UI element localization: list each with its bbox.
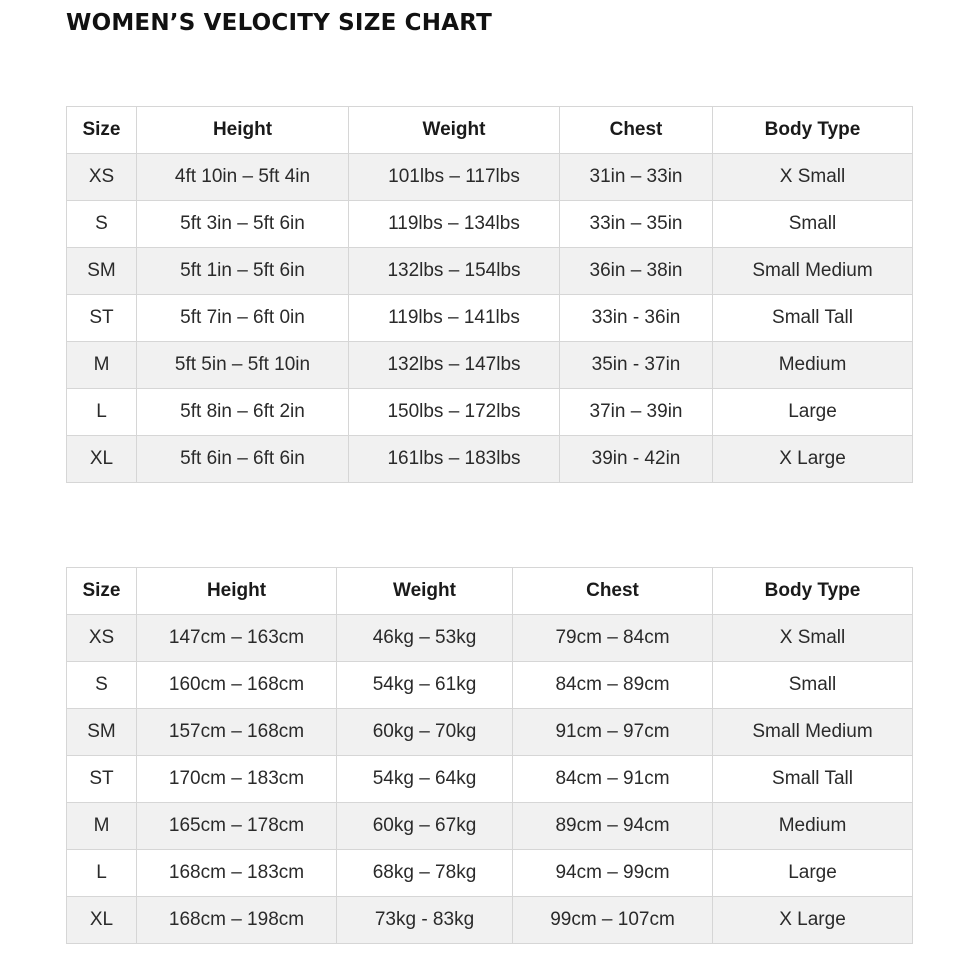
cell-weight: 132lbs – 147lbs: [349, 342, 560, 389]
table-row: [67, 615, 913, 662]
cell-chest: 84cm – 91cm: [513, 756, 713, 803]
cell-height: 5ft 1in – 5ft 6in: [137, 248, 349, 295]
cell-size: XS: [67, 154, 137, 201]
cell-weight: 150lbs – 172lbs: [349, 389, 560, 436]
cell-chest: 99cm – 107cm: [513, 897, 713, 944]
column-header-size: Size: [67, 568, 137, 615]
cell-chest: 94cm – 99cm: [513, 850, 713, 897]
cell-body-type: Medium: [713, 803, 913, 850]
table-row: [67, 850, 913, 897]
cell-weight: 132lbs – 154lbs: [349, 248, 560, 295]
cell-body-type: Small Medium: [713, 248, 913, 295]
column-header-chest: Chest: [513, 568, 713, 615]
cell-body-type: Large: [713, 389, 913, 436]
table-row: [67, 154, 913, 201]
cell-weight: 101lbs – 117lbs: [349, 154, 560, 201]
cell-size: XS: [67, 615, 137, 662]
column-header-height: Height: [137, 568, 337, 615]
cell-weight: 73kg - 83kg: [337, 897, 513, 944]
cell-weight: 54kg – 61kg: [337, 662, 513, 709]
cell-height: 165cm – 178cm: [137, 803, 337, 850]
cell-size: S: [67, 201, 137, 248]
cell-body-type: X Large: [713, 897, 913, 944]
column-header-size: Size: [67, 107, 137, 154]
cell-chest: 33in - 36in: [560, 295, 713, 342]
cell-size: L: [67, 850, 137, 897]
cell-weight: 60kg – 67kg: [337, 803, 513, 850]
cell-height: 160cm – 168cm: [137, 662, 337, 709]
cell-chest: 37in – 39in: [560, 389, 713, 436]
table-row: [67, 201, 913, 248]
cell-chest: 89cm – 94cm: [513, 803, 713, 850]
table-header-row: [67, 568, 913, 615]
cell-size: SM: [67, 709, 137, 756]
cell-body-type: Large: [713, 850, 913, 897]
cell-height: 4ft 10in – 5ft 4in: [137, 154, 349, 201]
cell-height: 170cm – 183cm: [137, 756, 337, 803]
cell-chest: 39in - 42in: [560, 436, 713, 483]
table-row: [67, 248, 913, 295]
cell-body-type: Small Tall: [713, 295, 913, 342]
column-header-height: Height: [137, 107, 349, 154]
cell-weight: 60kg – 70kg: [337, 709, 513, 756]
page-title: WOMEN’S VELOCITY SIZE CHART: [66, 10, 492, 36]
table-row: [67, 662, 913, 709]
cell-weight: 54kg – 64kg: [337, 756, 513, 803]
table-row: [67, 342, 913, 389]
cell-chest: 33in – 35in: [560, 201, 713, 248]
imperial-size-table: [66, 106, 913, 483]
table-row: [67, 389, 913, 436]
cell-weight: 46kg – 53kg: [337, 615, 513, 662]
cell-height: 157cm – 168cm: [137, 709, 337, 756]
cell-height: 5ft 3in – 5ft 6in: [137, 201, 349, 248]
table-row: [67, 756, 913, 803]
cell-body-type: X Small: [713, 615, 913, 662]
cell-size: XL: [67, 897, 137, 944]
table-row: [67, 295, 913, 342]
table-row: [67, 897, 913, 944]
cell-body-type: X Small: [713, 154, 913, 201]
column-header-chest: Chest: [560, 107, 713, 154]
cell-body-type: Small Tall: [713, 756, 913, 803]
cell-size: SM: [67, 248, 137, 295]
cell-weight: 119lbs – 134lbs: [349, 201, 560, 248]
cell-weight: 68kg – 78kg: [337, 850, 513, 897]
cell-chest: 36in – 38in: [560, 248, 713, 295]
cell-weight: 119lbs – 141lbs: [349, 295, 560, 342]
table-row: [67, 436, 913, 483]
cell-height: 147cm – 163cm: [137, 615, 337, 662]
cell-chest: 35in - 37in: [560, 342, 713, 389]
cell-body-type: Small Medium: [713, 709, 913, 756]
column-header-weight: Weight: [337, 568, 513, 615]
cell-body-type: Small: [713, 201, 913, 248]
cell-height: 5ft 5in – 5ft 10in: [137, 342, 349, 389]
cell-height: 168cm – 183cm: [137, 850, 337, 897]
cell-chest: 79cm – 84cm: [513, 615, 713, 662]
cell-size: M: [67, 342, 137, 389]
column-header-body-type: Body Type: [713, 107, 913, 154]
cell-height: 5ft 8in – 6ft 2in: [137, 389, 349, 436]
cell-size: M: [67, 803, 137, 850]
table-row: [67, 709, 913, 756]
cell-size: ST: [67, 295, 137, 342]
cell-chest: 84cm – 89cm: [513, 662, 713, 709]
cell-height: 5ft 7in – 6ft 0in: [137, 295, 349, 342]
cell-body-type: Medium: [713, 342, 913, 389]
cell-body-type: X Large: [713, 436, 913, 483]
table-row: [67, 803, 913, 850]
cell-weight: 161lbs – 183lbs: [349, 436, 560, 483]
cell-height: 168cm – 198cm: [137, 897, 337, 944]
cell-size: ST: [67, 756, 137, 803]
column-header-body-type: Body Type: [713, 568, 913, 615]
cell-height: 5ft 6in – 6ft 6in: [137, 436, 349, 483]
cell-chest: 91cm – 97cm: [513, 709, 713, 756]
metric-size-table: [66, 567, 913, 944]
column-header-weight: Weight: [349, 107, 560, 154]
cell-body-type: Small: [713, 662, 913, 709]
cell-size: S: [67, 662, 137, 709]
table-header-row: [67, 107, 913, 154]
cell-size: XL: [67, 436, 137, 483]
cell-size: L: [67, 389, 137, 436]
cell-chest: 31in – 33in: [560, 154, 713, 201]
